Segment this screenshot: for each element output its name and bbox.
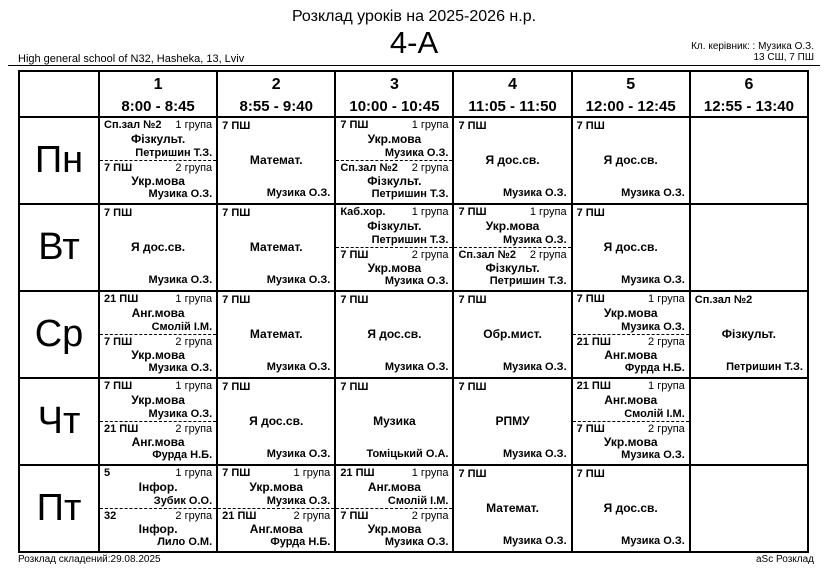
group-label: 2 група — [529, 248, 567, 261]
group-label: 1 група — [293, 467, 331, 479]
teacher-label: Музика О.З. — [621, 320, 685, 333]
room-label: 7 ПШ — [576, 293, 605, 305]
teacher-label: Музика О.З. — [266, 361, 331, 373]
teacher-label: Петришин Т.З. — [371, 233, 449, 246]
room-label: Сп.зал №2 — [104, 119, 162, 131]
room-group-line — [577, 423, 685, 435]
room-label: 7 ПШ — [340, 248, 369, 261]
group-label: 1 група — [529, 206, 567, 218]
lesson-cell — [572, 465, 690, 552]
room-label: 32 — [104, 509, 117, 522]
group-label: 1 група — [175, 293, 213, 305]
day-label-mon: Пн — [19, 117, 99, 204]
period-number: 4 — [508, 76, 517, 93]
teacher-label: Музика О.З. — [621, 274, 685, 286]
group-label: 2 група — [648, 422, 685, 435]
lesson-cell-split — [217, 465, 335, 552]
teacher-label: Музика О.З. — [503, 448, 567, 460]
subject-label: Укр.мова — [603, 305, 658, 320]
subject-label: Математ. — [249, 152, 303, 167]
group-label: 1 група — [648, 293, 685, 305]
subject-label: Я дос.св. — [249, 413, 304, 428]
teacher-label: Смолій І.М. — [151, 320, 213, 333]
lesson-cell — [217, 117, 335, 204]
group-block — [336, 508, 452, 550]
room-group-line — [340, 162, 448, 174]
lesson-cell — [572, 204, 690, 291]
room-label: 7 ПШ — [576, 422, 605, 435]
room-label: 7 ПШ — [458, 381, 487, 393]
room-label: 5 — [104, 467, 111, 479]
lesson-cell — [453, 378, 571, 465]
group-label: 1 група — [175, 467, 213, 479]
lesson-cell-split — [572, 291, 690, 378]
footer-created-date: Розклад складений:29.08.2025 — [18, 554, 161, 565]
teacher-label: Фурда Н.Б. — [270, 536, 331, 548]
day-row-tue — [19, 204, 808, 291]
lesson-cell-split — [335, 204, 453, 291]
group-block — [573, 421, 689, 463]
day-label-thu: Чт — [19, 378, 99, 465]
group-label: 2 група — [175, 509, 213, 522]
period-time: 12:00 - 12:45 — [585, 98, 676, 115]
room-label: Сп.зал №2 — [694, 294, 753, 306]
period-time: 12:55 - 13:40 — [703, 98, 794, 115]
subject-label: Фізкульт. — [367, 173, 422, 188]
subject-label: Обр.мист. — [483, 326, 542, 341]
room-label: 7 ПШ — [458, 294, 487, 306]
footer — [18, 554, 814, 565]
subject-label: Музика — [373, 413, 416, 428]
teacher-label: Музика О.З. — [266, 494, 331, 507]
lesson-cell-split — [335, 117, 453, 204]
school-name: High general school of N32, Hasheka, 13, Lviv — [18, 53, 245, 65]
group-block — [100, 292, 216, 334]
teacher-label: Смолій І.М. — [387, 494, 449, 507]
day-row-mon — [19, 117, 808, 204]
lesson-cell — [217, 204, 335, 291]
room-group-line — [577, 293, 685, 305]
period-number: 5 — [626, 76, 636, 93]
group-label: 2 група — [411, 161, 449, 174]
room-label: 7 ПШ — [340, 509, 369, 522]
teacher-label: Музика О.З. — [148, 188, 213, 200]
room-group-line — [104, 162, 212, 174]
room-label: 7 ПШ — [222, 381, 251, 393]
period-time: 8:00 - 8:45 — [121, 98, 195, 115]
group-label: 1 група — [175, 119, 213, 131]
room-label: 7 ПШ — [458, 468, 487, 480]
group-block — [454, 247, 570, 289]
teacher-label: Фурда Н.Б. — [152, 449, 213, 461]
group-label: 2 група — [175, 422, 213, 435]
subject-label: Анг.мова — [604, 392, 658, 407]
group-block — [336, 466, 452, 508]
subject-label: Анг.мова — [131, 434, 185, 449]
room-label: 7 ПШ — [340, 381, 369, 393]
subject-label: Анг.мова — [131, 305, 185, 320]
room-label: Каб.хор. — [340, 206, 386, 218]
period-header-row — [19, 71, 808, 117]
room-group-line — [104, 510, 212, 522]
subject-label: Анг.мова — [604, 347, 658, 362]
group-block — [336, 205, 452, 247]
lesson-cell-split — [99, 465, 217, 552]
room-label: 7 ПШ — [340, 294, 369, 306]
room-label: 7 ПШ — [458, 120, 487, 132]
period-header-3 — [335, 71, 453, 117]
room-group-line — [104, 467, 212, 479]
room-label: 7 ПШ — [104, 335, 133, 348]
period-time: 11:05 - 11:50 — [468, 98, 557, 115]
lesson-cell — [690, 291, 808, 378]
period-header-1 — [99, 71, 217, 117]
room-label: Сп.зал №2 — [340, 161, 398, 174]
teacher-label: Музика О.З. — [503, 361, 567, 373]
group-block — [100, 421, 216, 463]
subject-label: Укр.мова — [603, 434, 658, 449]
teacher-label: Музика О.З. — [148, 274, 213, 286]
room-label: 21 ПШ — [576, 335, 611, 348]
subject-label: РПМУ — [495, 413, 530, 428]
room-group-line — [104, 336, 212, 348]
teacher-label: Зубик О.О. — [153, 494, 213, 507]
subject-label: Фізкульт. — [367, 218, 422, 233]
day-row-wed — [19, 291, 808, 378]
room-label: 7 ПШ — [222, 207, 251, 219]
room-label: 7 ПШ — [576, 468, 605, 480]
class-info — [691, 41, 814, 63]
subject-label: Я дос.св. — [485, 152, 540, 167]
teacher-label: Музика О.З. — [384, 536, 449, 548]
period-header-2 — [217, 71, 335, 117]
subject-label: Укр.мова — [131, 347, 185, 362]
group-block — [100, 379, 216, 421]
group-label: 1 група — [411, 467, 449, 479]
subject-label: Укр.мова — [367, 521, 422, 536]
room-label: 7 ПШ — [458, 206, 487, 218]
page-title: Розклад уроків на 2025-2026 н.р. — [291, 8, 537, 25]
room-label: 7 ПШ — [222, 467, 251, 479]
period-header-5 — [572, 71, 690, 117]
group-block — [573, 334, 689, 376]
timetable — [18, 70, 809, 553]
room-label: 21 ПШ — [340, 467, 375, 479]
teacher-label: Петришин Т.З. — [489, 275, 567, 287]
lesson-cell — [99, 204, 217, 291]
period-number: 3 — [389, 76, 399, 93]
room-group-line — [104, 293, 212, 305]
room-label: 7 ПШ — [104, 207, 133, 219]
lesson-cell-split — [99, 291, 217, 378]
group-label: 2 група — [411, 509, 449, 522]
teacher-label: Петришин Т.З. — [135, 146, 213, 159]
day-row-fri — [19, 465, 808, 552]
room-label: 7 ПШ — [340, 119, 369, 131]
teacher-label: Музика О.З. — [266, 187, 331, 199]
period-number: 1 — [153, 76, 163, 93]
lesson-cell — [335, 291, 453, 378]
teacher-label: Музика О.З. — [621, 187, 685, 199]
group-block — [218, 508, 334, 550]
group-label: 2 група — [175, 335, 213, 348]
group-label: 2 група — [648, 335, 685, 348]
header-divider — [8, 65, 820, 66]
room-label: 7 ПШ — [576, 120, 605, 132]
room-group-line — [222, 510, 330, 522]
subject-label: Я дос.св. — [603, 239, 658, 254]
corner-cell — [19, 71, 99, 117]
day-label-tue: Вт — [19, 204, 99, 291]
subject-label: Фізкульт. — [130, 131, 186, 146]
room-label: 21 ПШ — [222, 509, 257, 522]
teacher-label: Лило О.М. — [157, 536, 213, 548]
subject-label: Укр.мова — [367, 131, 422, 146]
empty-lesson-cell — [690, 204, 808, 291]
teacher-label: Музика О.З. — [503, 535, 567, 547]
group-block — [100, 466, 216, 508]
room-group-line — [104, 380, 212, 392]
teacher-label: Музика О.З. — [384, 361, 449, 373]
class-rooms-line: 13 СШ, 7 ПШ — [753, 52, 814, 63]
teacher-label: Музика О.З. — [266, 274, 331, 286]
group-block — [100, 118, 216, 160]
subject-label: Анг.мова — [367, 479, 421, 494]
lesson-cell — [217, 291, 335, 378]
subject-label: Укр.мова — [367, 260, 422, 275]
room-label: 7 ПШ — [576, 207, 605, 219]
class-title: 4-А — [389, 25, 439, 60]
room-group-line — [340, 467, 448, 479]
room-group-line — [577, 336, 685, 348]
room-label: 7 ПШ — [104, 380, 133, 392]
lesson-cell — [335, 378, 453, 465]
room-label: 7 ПШ — [222, 294, 251, 306]
group-label: 1 група — [648, 380, 685, 392]
room-label: 21 ПШ — [576, 380, 611, 392]
period-header-6 — [690, 71, 808, 117]
room-group-line — [340, 206, 448, 218]
teacher-label: Музика О.З. — [148, 407, 213, 420]
day-label-wed: Ср — [19, 291, 99, 378]
lesson-cell — [453, 291, 571, 378]
group-block — [336, 160, 452, 202]
room-group-line — [222, 467, 330, 479]
subject-label: Фізкульт. — [485, 260, 540, 275]
group-block — [100, 334, 216, 376]
group-label: 2 група — [175, 161, 213, 174]
room-label: 7 ПШ — [104, 161, 133, 174]
group-label: 1 група — [411, 206, 449, 218]
group-block — [573, 292, 689, 334]
teacher-label: Музика О.З. — [503, 187, 567, 199]
teacher-label: Фурда Н.Б. — [624, 362, 685, 374]
subject-label: Укр.мова — [249, 479, 304, 494]
subject-label: Укр.мова — [131, 392, 185, 407]
period-header-4 — [453, 71, 571, 117]
empty-lesson-cell — [690, 378, 808, 465]
group-block — [100, 160, 216, 202]
period-number: 2 — [271, 76, 281, 93]
subject-label: Укр.мова — [485, 218, 540, 233]
room-label: 21 ПШ — [104, 422, 139, 435]
footer-brand: aSc Розклад — [756, 554, 814, 565]
room-group-line — [104, 423, 212, 435]
teacher-label: Музика О.З. — [621, 535, 685, 547]
room-group-line — [340, 119, 448, 131]
teacher-label: Музика О.З. — [266, 448, 331, 460]
subject-label: Математ. — [249, 239, 303, 254]
group-block — [218, 466, 334, 508]
day-label-fri: Пт — [19, 465, 99, 552]
group-block — [336, 247, 452, 289]
teacher-label: Музика О.З. — [148, 362, 213, 374]
teacher-label: Музика О.З. — [503, 233, 567, 246]
group-block — [336, 118, 452, 160]
room-group-line — [340, 510, 448, 522]
teacher-label: Музика О.З. — [384, 146, 449, 159]
subject-label: Я дос.св. — [131, 239, 186, 254]
period-time: 8:55 - 9:40 — [239, 98, 313, 115]
subject-label: Укр.мова — [131, 173, 185, 188]
subject-label: Математ. — [486, 500, 539, 515]
lesson-cell-split — [99, 117, 217, 204]
subject-label: Я дос.св. — [603, 152, 658, 167]
day-row-thu — [19, 378, 808, 465]
lesson-cell-split — [335, 465, 453, 552]
room-label: 7 ПШ — [222, 120, 251, 132]
period-number: 6 — [744, 76, 754, 93]
teacher-label: Смолій І.М. — [624, 407, 685, 420]
subject-label: Анг.мова — [249, 521, 303, 536]
group-label: 1 група — [175, 380, 213, 392]
teacher-label: Томіцький О.А. — [366, 448, 449, 460]
subject-label: Інфор. — [138, 479, 178, 494]
lesson-cell — [572, 117, 690, 204]
group-block — [100, 508, 216, 550]
group-label: 1 група — [411, 119, 449, 131]
room-label: 21 ПШ — [104, 293, 139, 305]
subject-label: Інфор. — [138, 521, 178, 536]
class-teacher-line: Кл. керівник: : Музика О.З. — [691, 41, 814, 52]
room-group-line — [458, 206, 566, 218]
teacher-label: Петришин Т.З. — [371, 188, 449, 200]
group-block — [454, 205, 570, 247]
teacher-label: Петришин Т.З. — [726, 361, 803, 373]
period-time: 10:00 - 10:45 — [349, 98, 440, 115]
group-block — [573, 379, 689, 421]
subject-label: Я дос.св. — [603, 500, 658, 515]
lesson-cell-split — [572, 378, 690, 465]
room-label: Сп.зал №2 — [458, 248, 516, 261]
room-group-line — [104, 119, 212, 131]
subject-label: Я дос.св. — [367, 326, 422, 341]
room-group-line — [458, 249, 566, 261]
lesson-cell-split — [99, 378, 217, 465]
subject-label: Фізкульт. — [721, 326, 776, 341]
lesson-cell — [217, 378, 335, 465]
group-label: 2 група — [411, 248, 449, 261]
teacher-label: Музика О.З. — [384, 275, 449, 287]
teacher-label: Музика О.З. — [621, 449, 685, 461]
room-group-line — [340, 249, 448, 261]
subject-label: Математ. — [249, 326, 303, 341]
room-group-line — [577, 380, 685, 392]
lesson-cell — [453, 465, 571, 552]
group-label: 2 група — [293, 509, 331, 522]
empty-lesson-cell — [690, 465, 808, 552]
lesson-cell — [453, 117, 571, 204]
lesson-cell-split — [453, 204, 571, 291]
empty-lesson-cell — [690, 117, 808, 204]
